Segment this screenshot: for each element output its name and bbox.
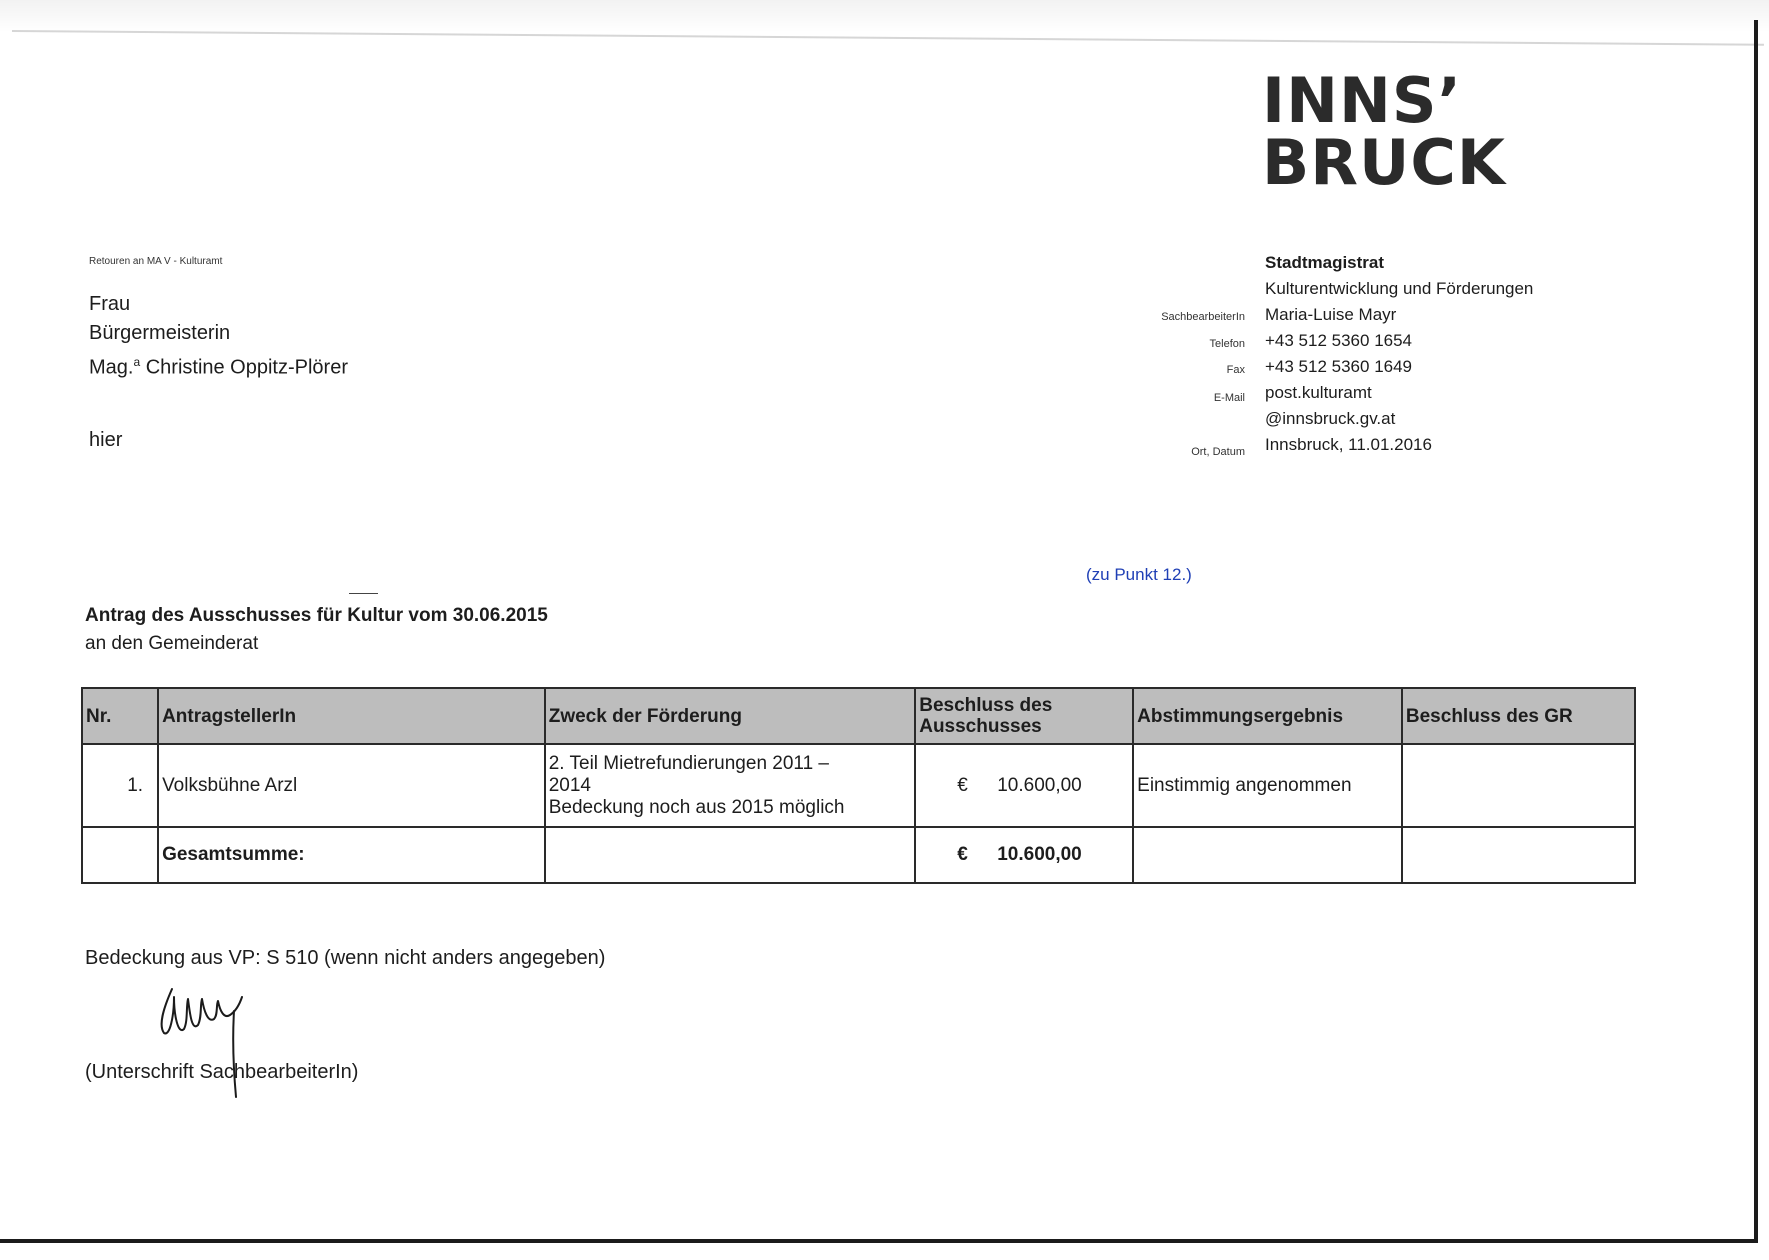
table-header-row (82, 688, 1635, 744)
recipient-address (89, 290, 348, 383)
sender-clerk: Maria-Luise Mayr (1265, 305, 1397, 324)
scan-top-edge (0, 0, 1769, 32)
total-vote-empty (1133, 827, 1402, 883)
recipient-salutation: Frau (89, 293, 131, 315)
logo-line-2: BRUCK (1262, 126, 1506, 199)
row-currency: € (957, 774, 968, 796)
header-nr: Nr. (82, 688, 158, 744)
label-phone: Telefon (1209, 338, 1245, 350)
scan-bottom-border (0, 1239, 1758, 1243)
total-currency: € (957, 844, 968, 865)
row-purpose (545, 744, 916, 827)
return-note: Retouren an MA V - Kulturamt (89, 256, 223, 267)
sender-email-2: @innsbruck.gv.at (1265, 409, 1396, 428)
logo-line-1: INNS’ (1262, 64, 1463, 137)
recipient-degree-sup: a (133, 355, 141, 369)
header-vote: Abstimmungsergebnis (1133, 688, 1402, 744)
sender-fax: +43 512 5360 1649 (1265, 357, 1413, 376)
label-email: E-Mail (1213, 392, 1245, 404)
document-title: Antrag des Ausschusses für Kultur vom 30.06.2015 (85, 605, 548, 626)
sender-phone: +43 512 5360 1654 (1265, 331, 1413, 350)
signature-caption: (Unterschrift SachbearbeiterIn) (85, 1061, 359, 1083)
document-subtitle: an den Gemeinderat (85, 633, 259, 654)
recipient-degree: Mag. (89, 356, 134, 379)
row-vote: Einstimmig angenommen (1133, 744, 1402, 827)
total-row (82, 827, 1635, 883)
pen-mark (349, 593, 378, 594)
scan-right-border (1754, 20, 1758, 1242)
total-amount-value: 10.600,00 (997, 844, 1082, 865)
recipient-title: Bürgermeisterin (89, 322, 231, 344)
row-purpose-l2: 2014 (548, 774, 591, 796)
recipient-name (89, 348, 348, 383)
total-amount (915, 827, 1133, 883)
innsbruck-logo (1262, 64, 1506, 199)
row-amount-value: 10.600,00 (997, 774, 1082, 796)
scan-top-line (12, 30, 1764, 46)
total-nr-empty (82, 827, 158, 883)
row-purpose-l3: Bedeckung noch aus 2015 möglich (548, 796, 845, 818)
sender-department: Kulturentwicklung und Förderungen (1265, 279, 1534, 298)
budget-note: Bedeckung aus VP: S 510 (wenn nicht anders angegeben) (85, 947, 606, 969)
row-purpose-l1: 2. Teil Mietrefundierungen 2011 – (548, 752, 829, 774)
sender-place-date: Innsbruck, 11.01.2016 (1265, 435, 1432, 454)
sender-office: Stadtmagistrat (1265, 253, 1385, 272)
label-clerk: SachbearbeiterIn (1161, 311, 1245, 323)
recipient-hier: hier (89, 429, 123, 451)
header-committee-decision-l1: Beschluss des (919, 695, 1053, 716)
label-place-date: Ort, Datum (1191, 446, 1245, 458)
recipient-fullname: Christine Oppitz-Plörer (140, 356, 348, 379)
label-fax: Fax (1226, 364, 1245, 376)
table-row (82, 744, 1635, 827)
header-applicant: AntragstellerIn (158, 688, 545, 744)
header-committee-decision-l2: Ausschusses (919, 716, 1042, 737)
total-label: Gesamtsumme: (158, 827, 545, 883)
total-council-empty (1402, 827, 1635, 883)
total-purpose-empty (545, 827, 916, 883)
row-applicant: Volksbühne Arzl (158, 744, 545, 827)
header-purpose: Zweck der Förderung (545, 688, 916, 744)
grant-table (81, 687, 1636, 884)
row-nr: 1. (82, 744, 158, 827)
row-amount (915, 744, 1133, 827)
sender-email-1: post.kulturamt (1265, 383, 1372, 402)
header-committee-decision (915, 688, 1133, 744)
agenda-reference: (zu Punkt 12.) (1086, 565, 1192, 584)
header-council-decision: Beschluss des GR (1402, 688, 1635, 744)
sender-info (1265, 250, 1533, 458)
row-council-decision (1402, 744, 1635, 827)
